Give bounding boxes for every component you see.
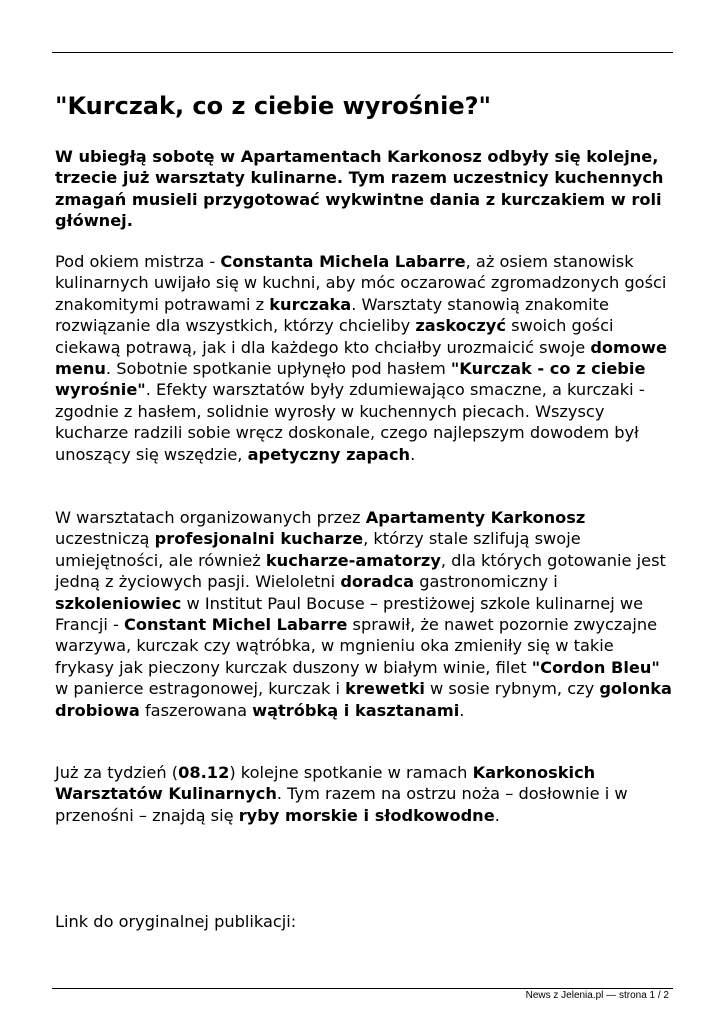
bold-text: Constant Michel Labarre [124, 615, 348, 635]
text-span: . Sobotnie spotkanie upłynęło pod hasłem [105, 359, 451, 379]
text-span: sprawił, że nawet pozornie zwyczajne warzywa, kurczak czy wątróbka, w mgnieniu oka zmieniły się w takie frykasy jak pieczony kurczak duszony w białym winie, filet [55, 615, 658, 677]
text-span: ) kolejne spotkanie w ramach [229, 763, 473, 782]
text-span: w Institut Paul Bocuse – prestiżowej szkole kulinarnej we Francji - [55, 593, 644, 635]
text-span: , aż osiem stanowisk kulinarnych uwijało się w kuchni, aby móc oczarować zgromadzonych gości znakomitymi potrawami z [55, 252, 667, 314]
paragraph-1 [55, 251, 675, 465]
text-span: , którzy stale szlifują swoje umiejętności, ale również [55, 529, 581, 570]
text-span: . [410, 444, 416, 464]
bold-text: wątróbką i kasztanami [252, 700, 460, 720]
bold-text: doradca [340, 572, 415, 592]
text-span: Już za tydzień ( [55, 763, 179, 782]
text-span: . Warsztaty stanowią znakomite rozwiązanie dla wszystkich, którzy chcieliby [55, 294, 609, 336]
bold-text: domowe menu [55, 337, 667, 379]
bold-text: Karkonoskich Warsztatów Kulinarnych [55, 763, 596, 804]
bold-text: 08.12 [178, 763, 230, 782]
bold-text: "Kurczak - co z ciebie wyrośnie" [55, 359, 646, 400]
bold-text: zaskoczyć [415, 316, 506, 336]
text-span: gastronomiczny i [414, 572, 558, 592]
text-span: uczestniczą [55, 529, 155, 549]
text-span: w panierce estragonowej, kurczak i [55, 679, 346, 699]
article-lead: W ubiegłą sobotę w Apartamentach Karkonosz odbyły się kolejne, trzecie już warsztaty kulinarne. Tym razem uczestnicy kuchennych zmagań musieli przygotować wykwintne dania z kurczakiem w roli głównej. [55, 147, 664, 231]
bold-text: kucharze-amatorzy [265, 550, 441, 570]
footer-rule [52, 988, 673, 989]
bold-text: Constanta Michela Labarre [220, 252, 466, 271]
text-span: , dla których gotowanie jest jedną z życiowych pasji. Wieloletni [55, 550, 666, 592]
bold-text: ryby morskie i słodkowodne [238, 805, 495, 825]
text-span: faszerowana [139, 700, 253, 720]
text-span: W warsztatach organizowanych przez [55, 508, 366, 527]
text-span: w sosie rybnym, czy [424, 679, 600, 699]
text-span: . Tym razem na ostrzu noża – dosłownie i w przenośni – znajdą się [55, 784, 628, 825]
article-title: "Kurczak, co z ciebie wyrośnie?" [55, 92, 492, 120]
text-span: . [494, 805, 500, 825]
text-span: . [459, 700, 465, 720]
text-span: Pod okiem mistrza - [55, 252, 221, 271]
text-span: . Efekty warsztatów były zdumiewająco smaczne, a kurczaki - zgodnie z hasłem, solidnie wyrosły w kuchennych piecach. Wszyscy kucharze radzili sobie wręcz doskonale, czego najlepszym dowodem był unoszący się wszędzie, [55, 380, 645, 464]
paragraph-2 [55, 507, 675, 721]
bold-text: golonka drobiowa [55, 679, 672, 720]
text-span: swoich gości ciekawą potrawą, jak i dla każdego kto chciałby urozmaicić swoje [55, 316, 614, 357]
header-rule [52, 52, 673, 53]
bold-text: krewetki [345, 679, 425, 699]
paragraph-3 [55, 762, 675, 826]
page-footer: News z Jelenia.pl — strona 1 / 2 [525, 990, 669, 1001]
bold-text: kurczaka [269, 294, 352, 314]
original-publication-link-label: Link do oryginalnej publikacji: [55, 912, 297, 931]
bold-text: "Cordon Bleu" [531, 657, 660, 677]
bold-text: szkoleniowiec [55, 593, 182, 613]
bold-text: profesjonalni kucharze [154, 529, 364, 549]
bold-text: apetyczny zapach [247, 444, 411, 464]
bold-text: Apartamenty Karkonosz [365, 508, 586, 527]
